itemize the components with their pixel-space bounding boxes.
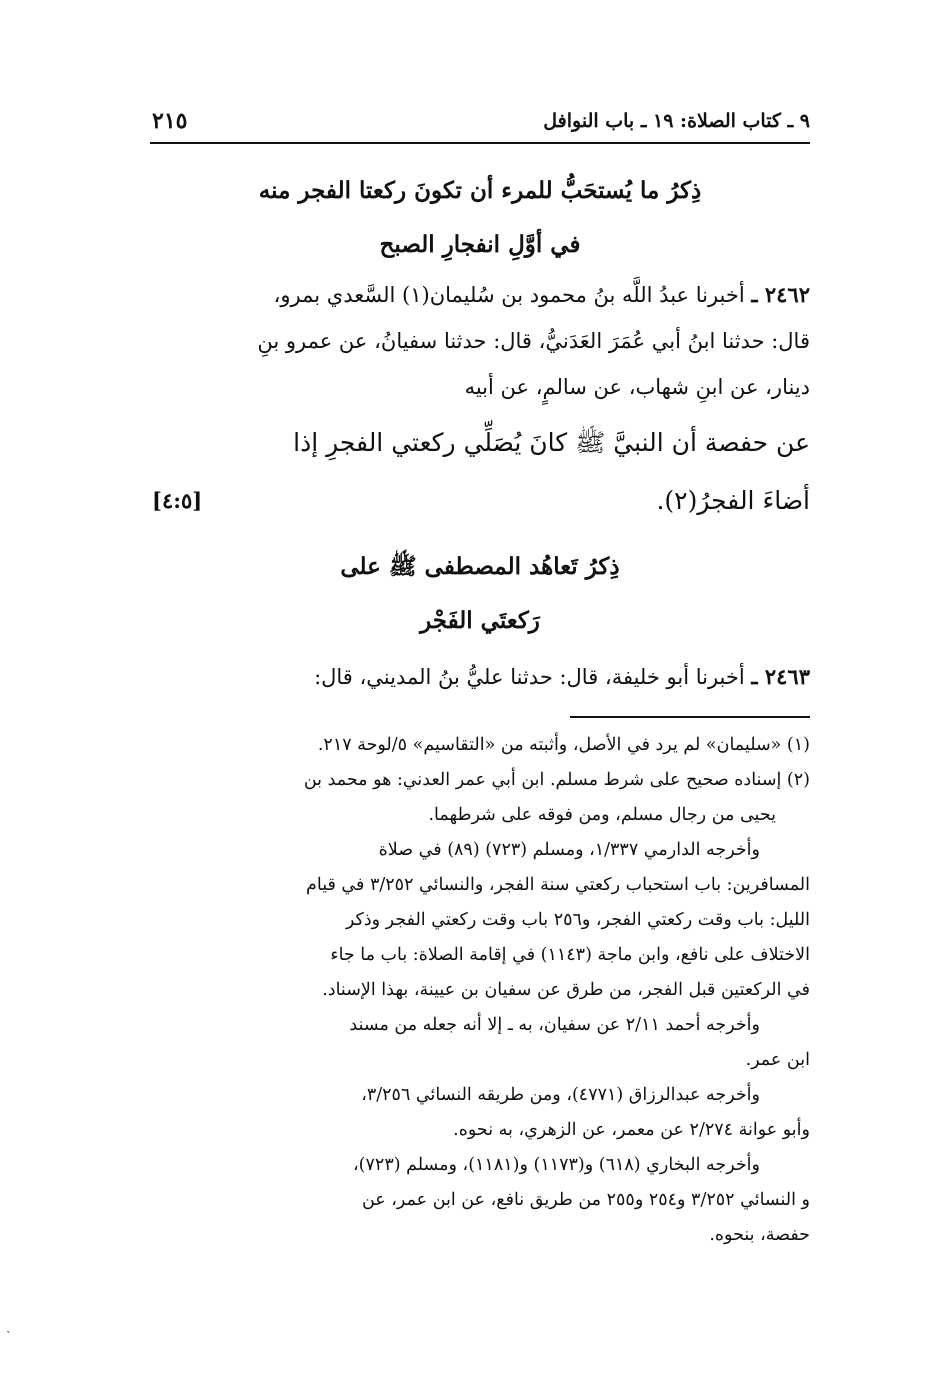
hadith-reference: [٤:٥]	[152, 488, 203, 513]
scan-mark: ˎ	[6, 1318, 11, 1334]
footnote-paragraph-line: وأخرجه البخاري (٦١٨) و(١١٧٣) و(١١٨١)، ومسلم (٧٢٣)،	[353, 1155, 760, 1175]
section-heading-1-line2: في أوَّلِ انفجارِ الصبح	[379, 231, 581, 258]
isnad-text: أخبرنا عبدُ اللَّه بنُ محمود بن سُليمان(١) السَّعدي بمرو،	[273, 283, 745, 307]
hadith-isnad-line	[150, 272, 810, 318]
book-page	[150, 92, 810, 1253]
footnote-paragraph-line: حفصة، بنحوه.	[709, 1225, 810, 1245]
footnote-paragraph-line: الليل: باب وقت ركعتي الفجر، و٢٥٦ باب وقت ركعتي الفجر وذكر	[345, 910, 810, 930]
footnote-paragraph-line: و النسائي ٣/٢٥٢ و٢٥٤ و٢٥٥ من طريق نافع، عن ابن عمر، عن	[361, 1190, 810, 1210]
footnote-1: (١) «سليمان» لم يرد في الأصل، وأثبته من «التقاسيم» ٥/لوحة ٢١٧.	[317, 735, 810, 755]
footnote-paragraph-line: الاختلاف على نافع، وابن ماجة (١١٤٣) في إقامة الصلاة: باب ما جاء	[330, 945, 810, 965]
section-heading-2-line2: رَكعتَي الفَجْر	[420, 607, 540, 634]
hadith-matn-line: عن حفصة أن النبيَّ ﷺ كانَ يُصَلِّي ركعتي الفجرِ إذا	[293, 428, 810, 457]
footnote-separator	[570, 716, 810, 718]
footnote-paragraph-line: ابن عمر.	[745, 1050, 810, 1070]
hadith-isnad-line: قال: حدثنا ابنُ أبي عُمَرَ العَدَنيُّ، قال: حدثنا سفيانُ، عن عمرو بنِ	[257, 329, 810, 353]
hadith-2462	[150, 272, 810, 530]
section-heading-2-line1: ذِكرُ تَعاهُد المصطفى ﷺ على	[340, 553, 620, 580]
hadith-text: أخبرنا أبو خليفة، قال: حدثنا عليُّ بنُ المديني، قال:	[314, 665, 745, 689]
footnote-paragraph-line: في الركعتين قبل الفجر، من طرق عن سفيان بن عيينة، بهذا الإسناد.	[322, 980, 810, 1000]
hadith-matn-last-line	[150, 472, 810, 530]
footnote-paragraph-line: وأخرجه عبدالرزاق (٤٧٧١)، ومن طريقه النسائي ٣/٢٥٦،	[361, 1085, 760, 1105]
running-head: ٩ ـ كتاب الصلاة: ١٩ ـ باب النوافل	[543, 110, 810, 132]
section-heading-1	[150, 164, 810, 272]
footnote-paragraph-line: المسافرين: باب استحباب ركعتي سنة الفجر، والنسائي ٣/٢٥٢ في قيام	[306, 875, 810, 895]
footnotes	[150, 728, 810, 1253]
hadith-number: ٢٤٦٣ ـ	[751, 664, 810, 689]
hadith-2463	[150, 654, 810, 700]
footnote-paragraph-line: وأخرجه الدارمي ١/٣٣٧، ومسلم (٧٢٣) (٨٩) في صلاة	[378, 840, 760, 860]
hadith-matn-text: أضاءَ الفجرُ(٢).	[656, 486, 810, 515]
hadith-number: ٢٤٦٢ ـ	[751, 282, 810, 307]
section-heading-1-line1: ذِكرُ ما يُستحَبُّ للمرء أن تكونَ ركعتا الفجر منه	[258, 177, 702, 204]
footnote-paragraph-line: وأخرجه أحمد ٢/١١ عن سفيان، به ـ إلا أنه جعله من مسند	[349, 1015, 760, 1035]
section-heading-2	[150, 540, 810, 648]
page-number: ٢١٥	[152, 108, 188, 134]
footnote-paragraph-line: وأبو عوانة ٢/٢٧٤ عن معمر، عن الزهري، به نحوه.	[453, 1120, 810, 1140]
hadith-isnad-line: دينار، عن ابنِ شهاب، عن سالمٍ، عن أبيه	[464, 375, 810, 399]
footnote-2-line: يحيى من رجال مسلم، ومن فوقه على شرطهما.	[428, 805, 776, 825]
footnote-2-line: (٢) إسناده صحيح على شرط مسلم. ابن أبي عمر العدني: هو محمد بن	[303, 770, 810, 790]
page-header	[150, 92, 810, 144]
